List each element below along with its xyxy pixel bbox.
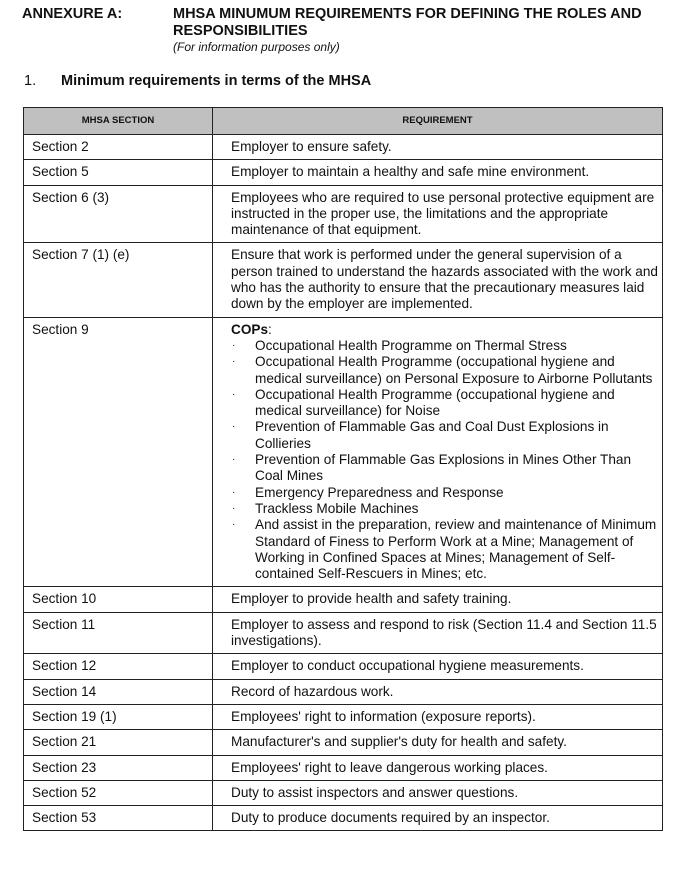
section-cell: Section 21 xyxy=(24,730,213,755)
table-header-row xyxy=(24,108,663,135)
annex-note: (For information purposes only) xyxy=(173,40,340,54)
requirement-cell: Ensure that work is performed under the general supervision of a person trained to understand the hazards associated with the work and who has the authority to ensure that the precautionary measures laid down by the employer are implemented. xyxy=(213,243,663,317)
section-cell: Section 53 xyxy=(24,806,213,831)
table-row xyxy=(24,135,663,160)
bullet-icon: · xyxy=(232,356,236,368)
section-cell: Section 14 xyxy=(24,679,213,704)
list-item-text: Occupational Health Programme on Thermal Stress xyxy=(255,337,567,353)
requirement-cell: Employer to maintain a healthy and safe mine environment. xyxy=(213,160,663,185)
bullet-icon: · xyxy=(232,388,236,400)
table-row xyxy=(24,185,663,243)
section-cell: Section 10 xyxy=(24,587,213,612)
list-item xyxy=(231,338,660,354)
requirements-table xyxy=(23,107,663,831)
requirement-cell: Employer to conduct occupational hygiene measurements. xyxy=(213,654,663,679)
table-row xyxy=(24,160,663,185)
section-heading xyxy=(24,73,371,90)
bullet-icon: · xyxy=(232,454,236,466)
list-item-text: Occupational Health Programme (occupational hygiene and medical surveillance) on Personal Exposure to Airborne Pollutants xyxy=(255,354,653,386)
requirement-cell-cops xyxy=(213,317,663,587)
list-item xyxy=(231,485,660,501)
section-cell: Section 19 (1) xyxy=(24,704,213,729)
list-item xyxy=(231,517,660,582)
list-item-text: Emergency Preparedness and Response xyxy=(255,484,504,500)
table-row xyxy=(24,587,663,612)
table-row xyxy=(24,780,663,805)
cops-label: COPs xyxy=(231,321,269,337)
section-cell: Section 9 xyxy=(24,317,213,587)
cops-list xyxy=(231,338,660,582)
requirement-cell: Record of hazardous work. xyxy=(213,679,663,704)
list-item-text: Prevention of Flammable Gas Explosions in Mines Other Than Coal Mines xyxy=(255,452,632,484)
table-row xyxy=(24,654,663,679)
table-row xyxy=(24,243,663,317)
requirement-cell: Employees' right to information (exposure reports). xyxy=(213,704,663,729)
requirement-cell: Duty to assist inspectors and answer questions. xyxy=(213,780,663,805)
table-row xyxy=(24,612,663,654)
requirement-cell: Employer to provide health and safety training. xyxy=(213,587,663,612)
column-header-mhsa-section: MHSA SECTION xyxy=(24,108,213,135)
cops-heading xyxy=(231,322,660,338)
cops-colon: : xyxy=(268,321,272,337)
section-number: 1. xyxy=(24,73,37,89)
list-item xyxy=(231,452,660,485)
list-item-text: Trackless Mobile Machines xyxy=(255,500,419,516)
requirement-cell: Employer to assess and respond to risk (Section 11.4 and Section 11.5 investigations). xyxy=(213,612,663,654)
requirement-cell: Duty to produce documents required by an inspector. xyxy=(213,806,663,831)
requirement-cell: Employer to ensure safety. xyxy=(213,135,663,160)
table-row xyxy=(24,730,663,755)
list-item xyxy=(231,501,660,517)
section-cell: Section 5 xyxy=(24,160,213,185)
list-item-text: Occupational Health Programme (occupational hygiene and medical surveillance) for Noise xyxy=(255,386,615,419)
bullet-icon: · xyxy=(232,486,236,498)
requirement-cell: Employees who are required to use personal protective equipment are instructed in the proper use, the limitations and the appropriate maintenance of that equipment. xyxy=(213,185,663,243)
list-item xyxy=(231,419,660,452)
section-cell: Section 23 xyxy=(24,755,213,780)
section-cell: Section 11 xyxy=(24,612,213,654)
section-title: Minimum requirements in terms of the MHSA xyxy=(61,73,372,89)
section-cell: Section 12 xyxy=(24,654,213,679)
section-cell: Section 6 (3) xyxy=(24,185,213,243)
bullet-icon: · xyxy=(232,502,236,514)
list-item-text: Prevention of Flammable Gas and Coal Dust Explosions in Collieries xyxy=(255,419,609,451)
list-item-text: And assist in the preparation, review and maintenance of Minimum Standard of Finess to Perform Work at a Mine; Management of Working in Confined Spaces at Mines; Management of Self-contained Self-Rescuers in Mines; etc. xyxy=(255,517,657,582)
section-cell: Section 7 (1) (e) xyxy=(24,243,213,317)
table-row xyxy=(24,679,663,704)
annex-label: ANNEXURE A: xyxy=(22,6,123,22)
requirement-cell: Manufacturer's and supplier's duty for health and safety. xyxy=(213,730,663,755)
annex-title: MHSA MINUMUM REQUIREMENTS FOR DEFINING THE ROLES AND RESPONSIBILITIES xyxy=(173,6,642,39)
requirement-cell: Employees' right to leave dangerous working places. xyxy=(213,755,663,780)
section-cell: Section 2 xyxy=(24,135,213,160)
bullet-icon: · xyxy=(232,519,236,531)
table-row xyxy=(24,755,663,780)
list-item xyxy=(231,354,660,387)
list-item xyxy=(231,387,660,420)
table-row-cops xyxy=(24,317,663,587)
bullet-icon: · xyxy=(232,421,236,433)
section-cell: Section 52 xyxy=(24,780,213,805)
column-header-requirement: REQUIREMENT xyxy=(213,108,663,135)
table-row xyxy=(24,704,663,729)
bullet-icon: · xyxy=(232,339,236,351)
table-row xyxy=(24,806,663,831)
